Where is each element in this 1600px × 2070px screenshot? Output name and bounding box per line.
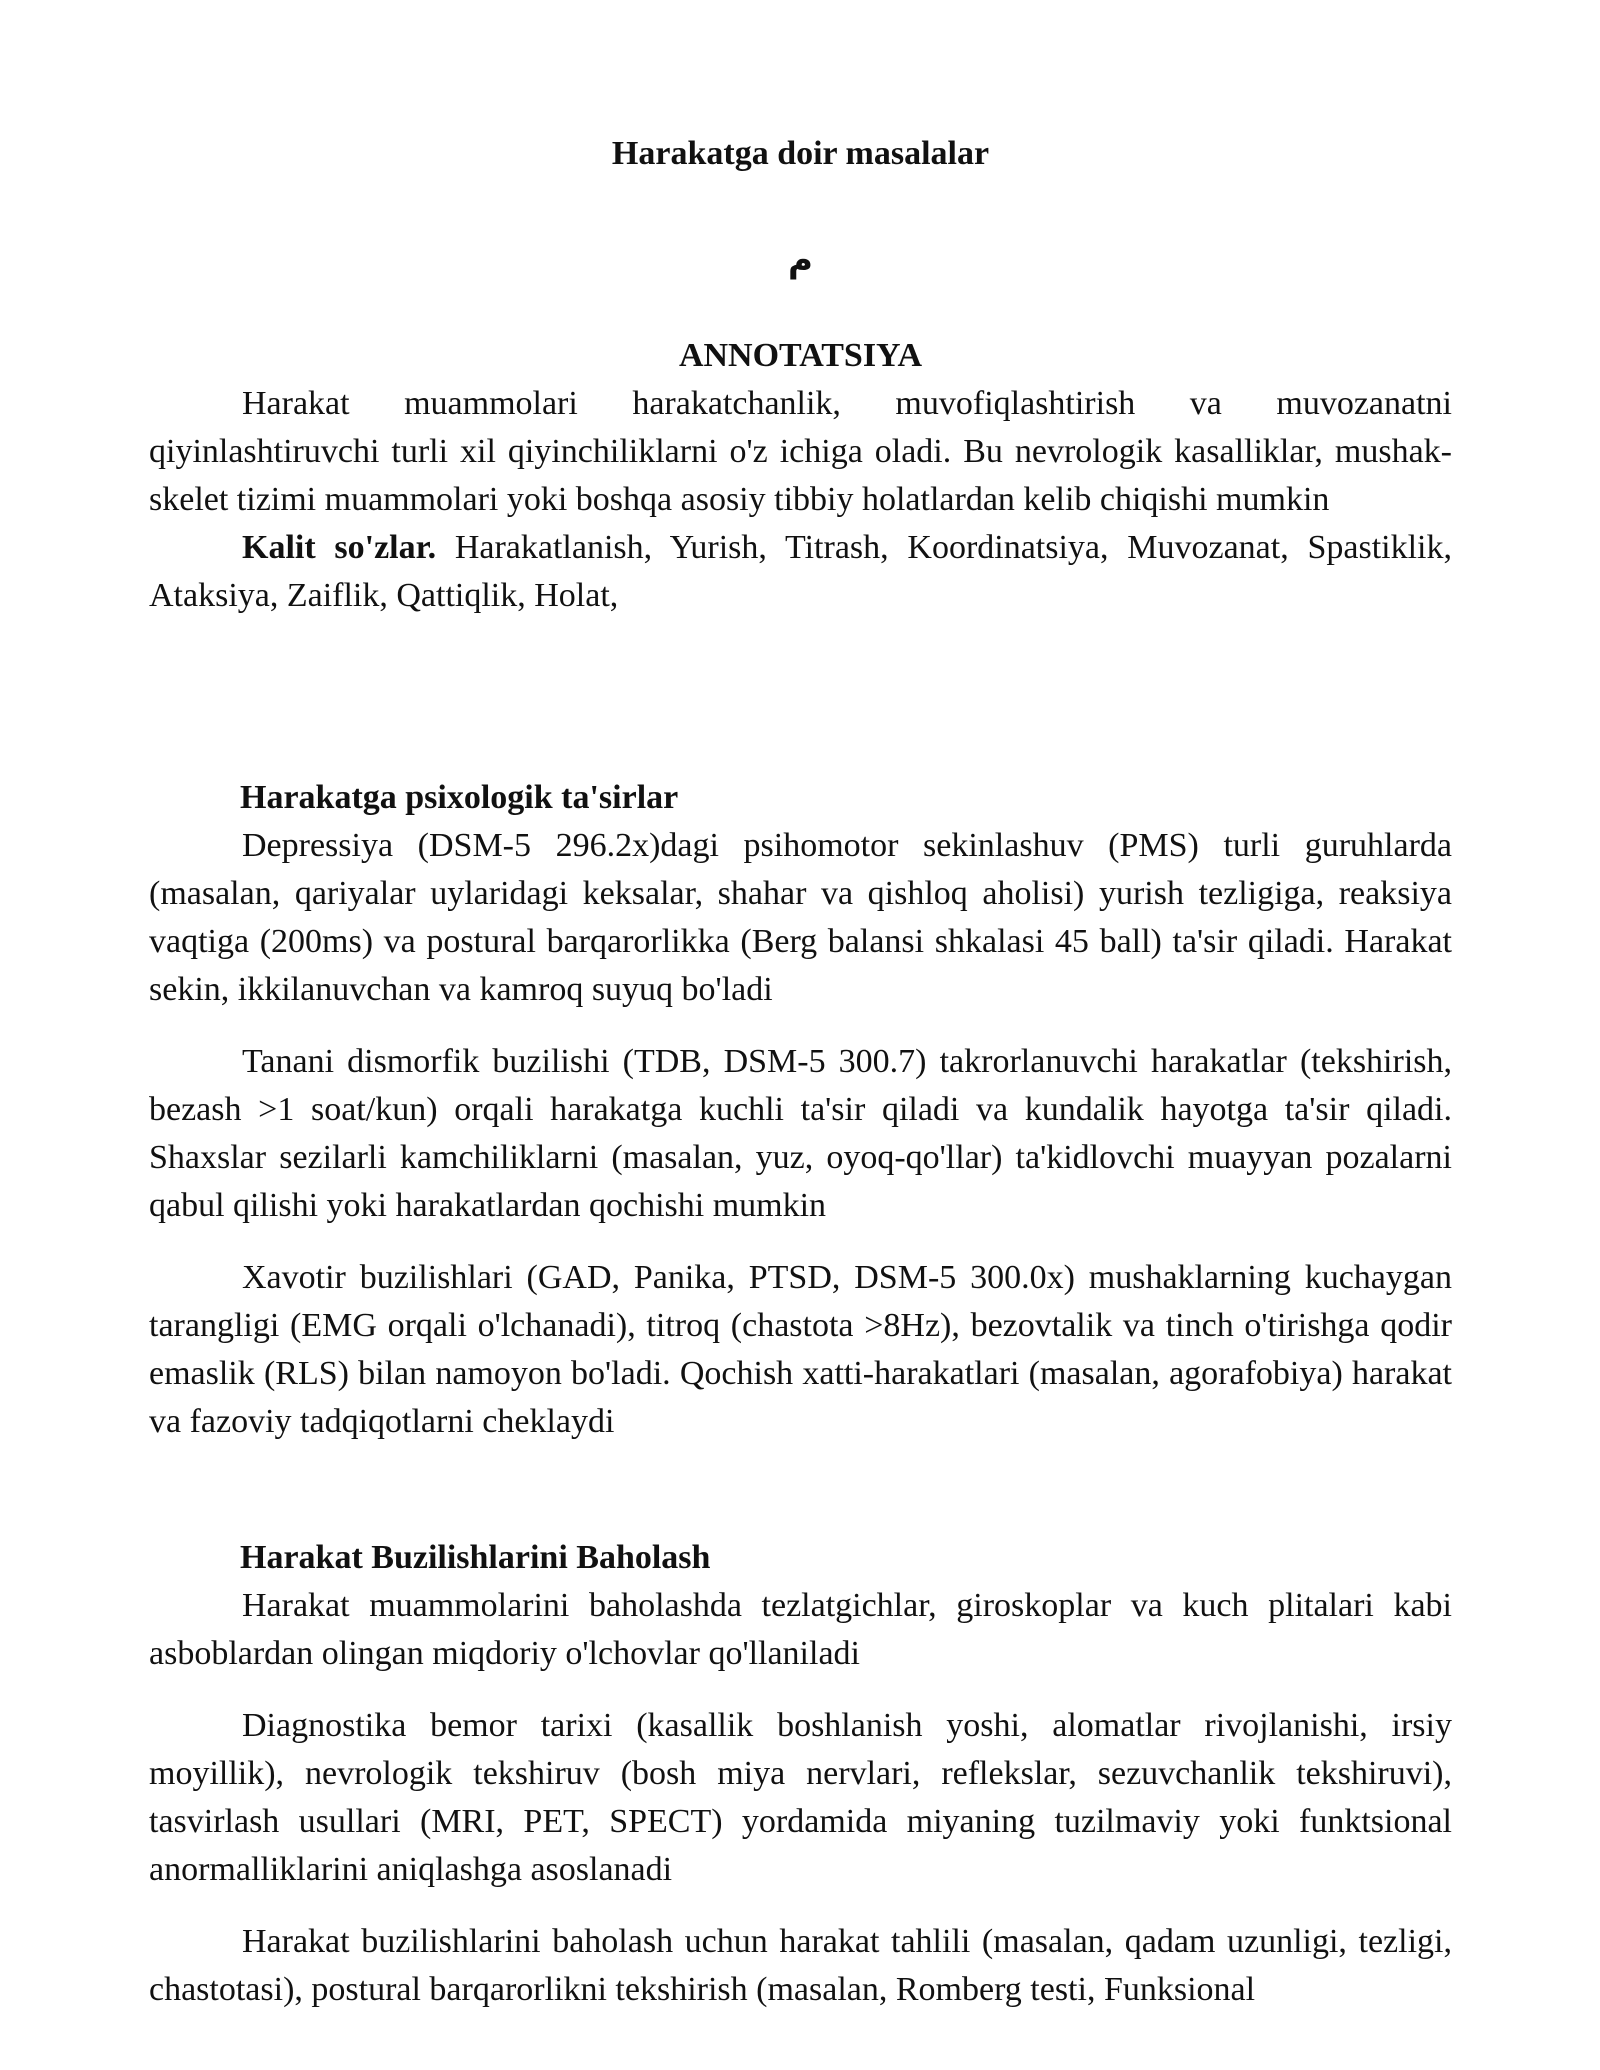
annotation-text: Harakat muammolari harakatchanlik, muvofiqlashtirish va muvozanatni qiyinlashtiruvchi turli xil qiyinchiliklarni o'z ichiga oladi. Bu nevrologik kasalliklar, mushak-skelet tizimi muammolari yoki boshqa asosiy tibbiy holatlardan kelib chiqishi mumkin: [149, 385, 1452, 518]
arabic-glyph-mark: م: [788, 240, 813, 280]
keywords-label: Kalit so'zlar.: [242, 529, 437, 566]
annotation-heading: ANNOTATSIYA: [678, 337, 923, 374]
paragraph: Diagnostika bemor tarixi (kasallik boshlanish yoshi, alomatlar rivojlanishi, irsiy moyillik), nevrologik tekshiruv (bosh miya nervlari, reflekslar, sezuvchanlik tekshiruvi), tasvirlash usullari (MRI, PET, SPECT) yordamida miyaning tuzilmaviy yoki funktsional anormalliklarini aniqlashga asoslanadi: [149, 1707, 1452, 1888]
keywords-text: Harakatlanish, Yurish, Titrash, Koordinatsiya, Muvozanat, Spastiklik, Ataksiya, Zaiflik, Qattiqlik, Holat,: [149, 529, 1452, 614]
annotation-block: [149, 380, 1452, 620]
section-movement-assessment: [149, 1534, 1452, 2014]
paragraph: Depressiya (DSM-5 296.2x)dagi psihomotor sekinlashuv (PMS) turli guruhlarda (masalan, qariyalar uylaridagi keksalar, shahar va qishloq aholisi) yurish tezligiga, reaksiya vaqtiga (200ms) va postural barqarorlikka (Berg balansi shkalasi 45 ball) ta'sir qiladi. Harakat sekin, ikkilanuvchan va kamroq suyuq bo'ladi: [149, 827, 1452, 1008]
section-heading: Harakatga psixologik ta'sirlar: [240, 779, 679, 816]
paragraph: Harakat muammolarini baholashda tezlatgichlar, giroskoplar va kuch plitalari kabi asboblardan olingan miqdoriy o'lchovlar qo'llaniladi: [149, 1587, 1452, 1672]
paragraph: Harakat buzilishlarini baholash uchun harakat tahlili (masalan, qadam uzunligi, tezligi, chastotasi), postural barqarorlikni tekshirish (masalan, Romberg testi, Funksional: [149, 1923, 1452, 2008]
keywords-paragraph: [149, 524, 1452, 620]
paragraph: Tanani dismorfik buzilishi (TDB, DSM-5 300.7) takrorlanuvchi harakatlar (tekshirish, bezash >1 soat/kun) orqali harakatga kuchli ta'sir qiladi va kundalik hayotga ta'sir qiladi. Shaxslar sezilarli kamchiliklarni (masalan, yuz, oyoq-qo'llar) ta'kidlovchi muayyan pozalarni qabul qilishi yoki harakatlardan qochishi mumkin: [149, 1043, 1452, 1224]
paragraph: Xavotir buzilishlari (GAD, Panika, PTSD, DSM-5 300.0x) mushaklarning kuchaygan tarangligi (EMG orqali o'lchanadi), titroq (chastota >8Hz), bezovtalik va tinch o'tirishga qodir emaslik (RLS) bilan namoyon bo'ladi. Qochish xatti-harakatlari (masalan, agorafobiya) harakat va fazoviy tadqiqotlarni cheklaydi: [149, 1259, 1452, 1440]
section-psychological-effects: [149, 774, 1452, 1446]
document-title: Harakatga doir masalalar: [611, 135, 990, 172]
section-heading: Harakat Buzilishlarini Baholash: [240, 1539, 711, 1576]
